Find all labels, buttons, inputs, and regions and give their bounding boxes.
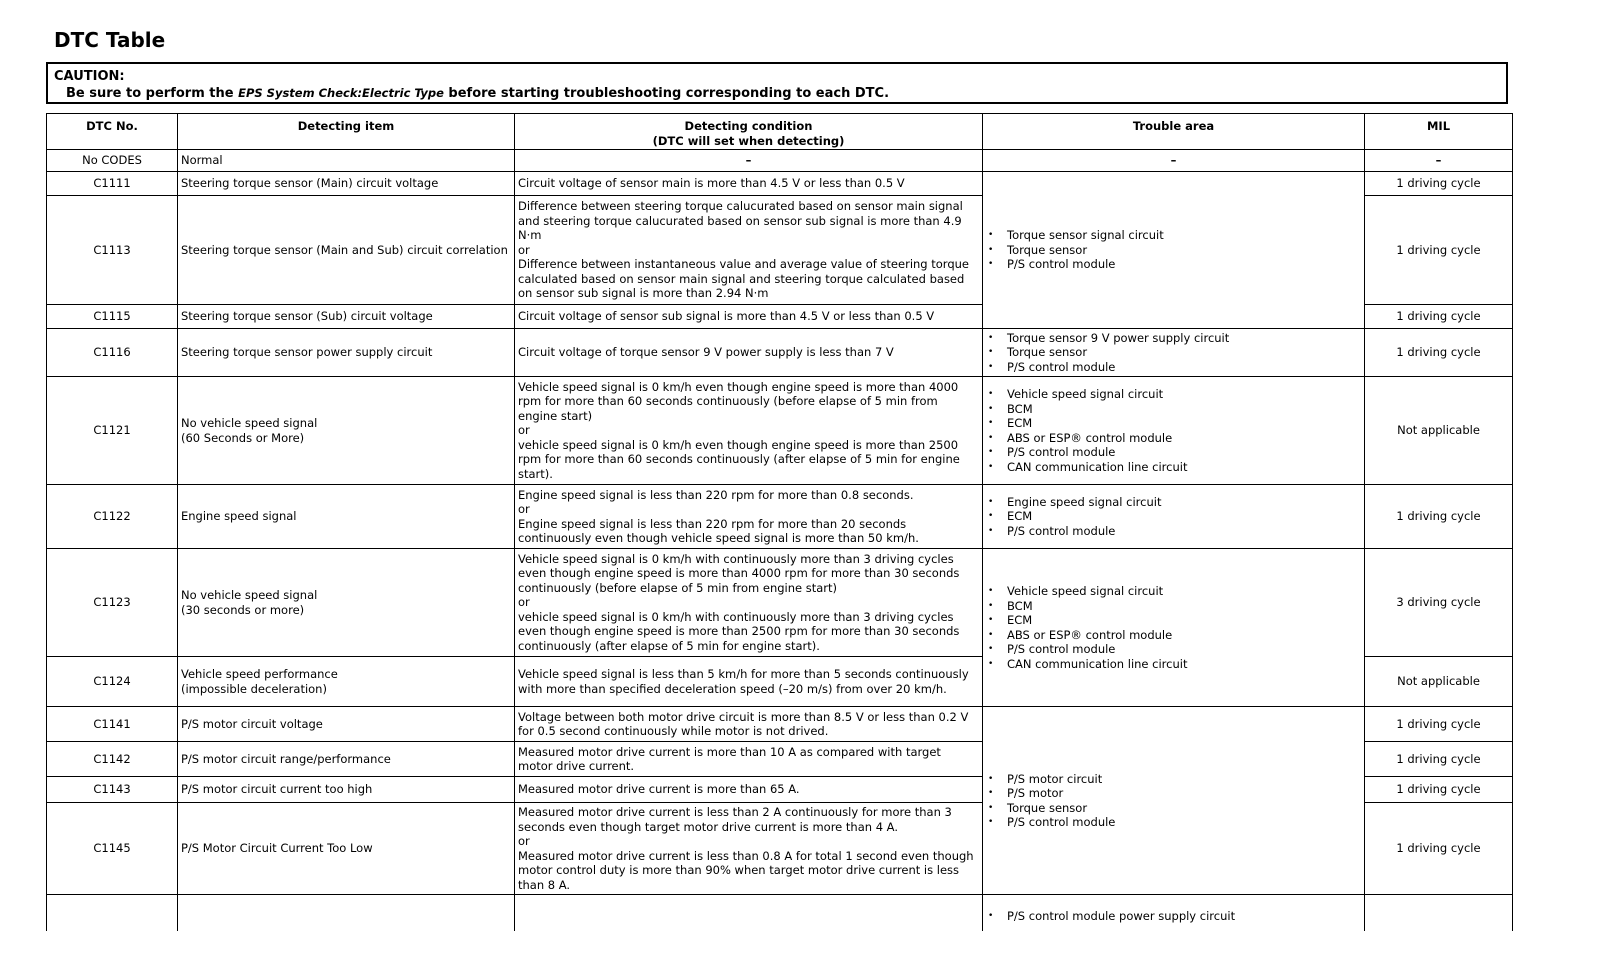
dtc-code: C1142 <box>47 742 178 777</box>
detecting-item: P/S motor circuit range/performance <box>178 742 515 777</box>
detecting-condition: Engine speed signal is less than 220 rpm for more than 0.8 seconds. or Engine speed signal is less than 220 rpm for more than 20 seconds continuously even though vehicle speed signal is more than 50 km/h. <box>515 485 983 549</box>
area-item: • ECM <box>986 613 1361 628</box>
caution-message <box>54 85 1500 102</box>
area-item: • ABS or ESP® control module <box>986 628 1361 643</box>
detecting-item: Vehicle speed performance (impossible deceleration) <box>178 657 515 707</box>
area-item: • Vehicle speed signal circuit <box>986 584 1361 599</box>
mil-value: 1 driving cycle <box>1365 707 1513 742</box>
detecting-item: No vehicle speed signal (30 seconds or more) <box>178 549 515 657</box>
mil-value: 1 driving cycle <box>1365 196 1513 305</box>
area-item: • CAN communication line circuit <box>986 460 1361 475</box>
header-area: Trouble area <box>983 114 1365 150</box>
mil-value: – <box>1365 150 1513 172</box>
detecting-condition: Difference between steering torque calucurated based on sensor main signal and steering torque calucurated based on sensor sub signal is more than 4.9 N·m or Difference between instantaneous value and average value of steering torque calculated based on sensor main signal and steering torque calculated based on sensor sub signal is more than 2.94 N·m <box>515 196 983 305</box>
table-row <box>47 485 1513 549</box>
mil-value: 1 driving cycle <box>1365 329 1513 377</box>
caution-box <box>46 62 1508 104</box>
mil-value: 1 driving cycle <box>1365 777 1513 803</box>
mil-value: 1 driving cycle <box>1365 305 1513 329</box>
detecting-condition: Circuit voltage of sensor sub signal is more than 4.5 V or less than 0.5 V <box>515 305 983 329</box>
table-header-row <box>47 114 1513 150</box>
trouble-area <box>983 707 1365 895</box>
dtc-code: C1111 <box>47 172 178 196</box>
trouble-area <box>983 377 1365 485</box>
caution-label: CAUTION: <box>54 69 125 84</box>
table-row <box>47 707 1513 742</box>
dtc-code: No CODES <box>47 150 178 172</box>
detecting-item: P/S motor circuit voltage <box>178 707 515 742</box>
detecting-condition: Vehicle speed signal is less than 5 km/h for more than 5 seconds continuously with more than specified deceleration speed (–20 m/s) from over 20 km/h. <box>515 657 983 707</box>
area-item: • P/S motor <box>986 786 1361 801</box>
dtc-code: C1141 <box>47 707 178 742</box>
dtc-code: C1116 <box>47 329 178 377</box>
area-item: • Engine speed signal circuit <box>986 495 1361 510</box>
detecting-item: P/S motor circuit current too high <box>178 777 515 803</box>
detecting-condition: Vehicle speed signal is 0 km/h with continuously more than 3 driving cycles even though engine speed is more than 4000 rpm for more than 30 seconds continuously (before elapse of 5 min from engine start) or vehicle speed signal is 0 km/h with continuously more than 3 driving cycles even though engine speed is more than 2500 rpm for more than 30 seconds continuously (after elapse of 5 min for engine start). <box>515 549 983 657</box>
dtc-code: C1121 <box>47 377 178 485</box>
detecting-item: Steering torque sensor (Main) circuit voltage <box>178 172 515 196</box>
detecting-condition: – <box>515 150 983 172</box>
detecting-item: Normal <box>178 150 515 172</box>
header-condition <box>515 114 983 150</box>
detecting-item: P/S Motor Circuit Current Too Low <box>178 803 515 895</box>
area-item: • ECM <box>986 509 1361 524</box>
mil-value: Not applicable <box>1365 657 1513 707</box>
area-item: • P/S motor circuit <box>986 772 1361 787</box>
dtc-code: C1124 <box>47 657 178 707</box>
table-row <box>47 329 1513 377</box>
area-item: • BCM <box>986 599 1361 614</box>
page-title: DTC Table <box>54 28 166 52</box>
area-item: • P/S control module power supply circuit <box>986 909 1361 924</box>
table-row <box>47 150 1513 172</box>
detecting-item: No vehicle speed signal (60 Seconds or More) <box>178 377 515 485</box>
table-row <box>47 549 1513 657</box>
detecting-condition: Circuit voltage of sensor main is more than 4.5 V or less than 0.5 V <box>515 172 983 196</box>
dtc-code: C1122 <box>47 485 178 549</box>
area-item: • Torque sensor <box>986 243 1361 258</box>
dtc-code: C1143 <box>47 777 178 803</box>
area-item: • ECM <box>986 416 1361 431</box>
detecting-item: Steering torque sensor power supply circuit <box>178 329 515 377</box>
detecting-item: Engine speed signal <box>178 485 515 549</box>
mil-value: 1 driving cycle <box>1365 803 1513 895</box>
trouble-area: – <box>983 150 1365 172</box>
dtc-code: C1113 <box>47 196 178 305</box>
dtc-table <box>46 113 1513 955</box>
area-item: • P/S control module <box>986 815 1361 830</box>
caution-post: before starting troubleshooting corresponding to each DTC. <box>443 86 890 101</box>
area-item: • Torque sensor signal circuit <box>986 228 1361 243</box>
detecting-condition: Measured motor drive current is more than 10 A as compared with target motor drive current. <box>515 742 983 777</box>
dtc-code: C1115 <box>47 305 178 329</box>
mil-value: 3 driving cycle <box>1365 549 1513 657</box>
area-item: • ABS or ESP® control module <box>986 431 1361 446</box>
detecting-condition: Voltage between both motor drive circuit is more than 8.5 V or less than 0.2 V for 0.5 second continuously while motor is not drived. <box>515 707 983 742</box>
table-row <box>47 377 1513 485</box>
page-cutoff <box>0 931 1600 974</box>
header-item: Detecting item <box>178 114 515 150</box>
area-item: • P/S control module <box>986 445 1361 460</box>
area-item: • BCM <box>986 402 1361 417</box>
detecting-item: Steering torque sensor (Main and Sub) circuit correlation <box>178 196 515 305</box>
detecting-condition: Measured motor drive current is less than 2 A continuously for more than 3 seconds even though target motor drive current is more than 4 A. or Measured motor drive current is less than 0.8 A for total 1 second even though motor control duty is more than 90% when target motor drive current is less than 8 A. <box>515 803 983 895</box>
area-item: • P/S control module <box>986 524 1361 539</box>
table-row <box>47 172 1513 196</box>
trouble-area <box>983 172 1365 329</box>
mil-value: 1 driving cycle <box>1365 742 1513 777</box>
mil-value: 1 driving cycle <box>1365 485 1513 549</box>
header-condition-line1: Detecting condition <box>684 119 813 133</box>
trouble-area <box>983 485 1365 549</box>
header-dtc: DTC No. <box>47 114 178 150</box>
mil-value: Not applicable <box>1365 377 1513 485</box>
detecting-item: Steering torque sensor (Sub) circuit voltage <box>178 305 515 329</box>
area-item: • P/S control module <box>986 642 1361 657</box>
detecting-condition: Vehicle speed signal is 0 km/h even though engine speed is more than 4000 rpm for more than 60 seconds continuously (before elapse of 5 min from engine start) or vehicle speed signal is 0 km/h even though engine speed is more than 2500 rpm for more than 60 seconds continuously (after elapse of 5 min for engine start). <box>515 377 983 485</box>
mil-value: 1 driving cycle <box>1365 172 1513 196</box>
area-item: • Torque sensor 9 V power supply circuit <box>986 331 1361 346</box>
detecting-condition: Circuit voltage of torque sensor 9 V power supply is less than 7 V <box>515 329 983 377</box>
dtc-code: C1145 <box>47 803 178 895</box>
area-item: • P/S control module <box>986 257 1361 272</box>
trouble-area <box>983 329 1365 377</box>
area-item: • Vehicle speed signal circuit <box>986 387 1361 402</box>
area-item: • P/S control module <box>986 360 1361 375</box>
trouble-area <box>983 549 1365 707</box>
header-mil: MIL <box>1365 114 1513 150</box>
detecting-condition: Measured motor drive current is more than 65 A. <box>515 777 983 803</box>
dtc-code: C1123 <box>47 549 178 657</box>
caution-link[interactable]: EPS System Check:Electric Type <box>238 86 444 100</box>
area-item: • CAN communication line circuit <box>986 657 1361 672</box>
area-item: • Torque sensor <box>986 345 1361 360</box>
caution-pre: Be sure to perform the <box>66 86 239 101</box>
area-item: • Torque sensor <box>986 801 1361 816</box>
header-condition-line2: (DTC will set when detecting) <box>652 133 845 148</box>
